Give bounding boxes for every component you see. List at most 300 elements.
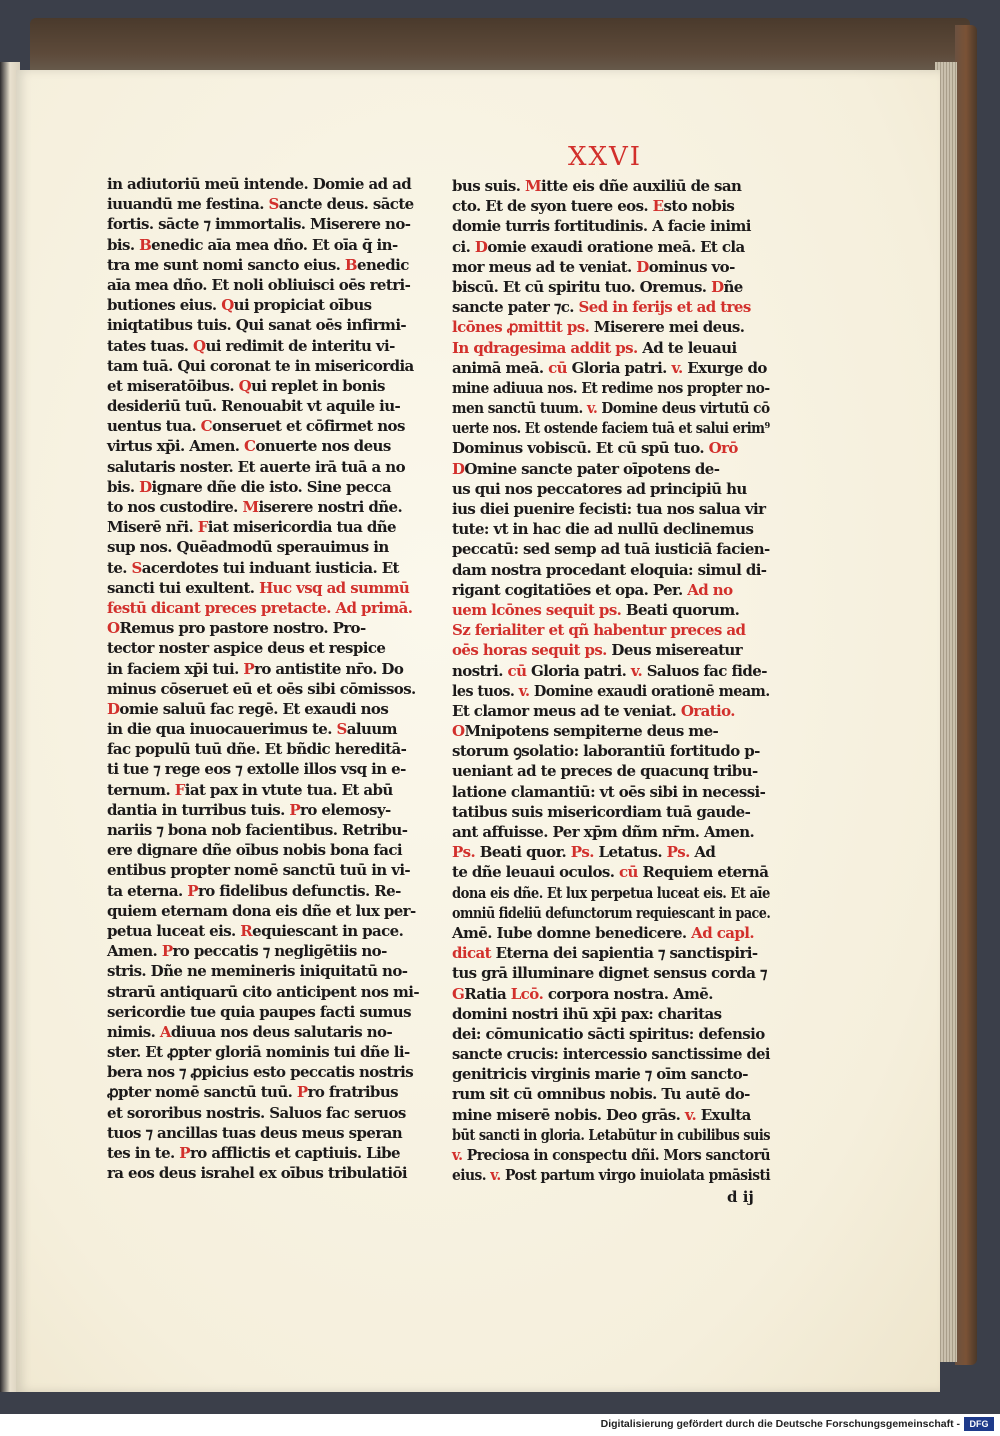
body-text: stris. Dñe ne memineris iniquitatū no-: [107, 962, 408, 981]
body-text: Ad te leuaui: [637, 338, 737, 357]
body-text: sto nobis: [663, 197, 735, 216]
body-text: domie turris fortitudinis. A facie inimi: [452, 217, 751, 236]
body-text: et sororibus nostris. Saluos fac seruos: [107, 1103, 406, 1122]
text-line: [107, 356, 425, 376]
rubric-text: cū: [548, 358, 567, 377]
body-text: domini nostri ihū xp̄i pax: charitas: [452, 1004, 722, 1023]
text-line: [452, 459, 770, 479]
rubric-text: F: [174, 780, 185, 799]
rubric-text: Q: [238, 376, 252, 395]
body-text: enedic aīa mea dño. Et oīa q̄ in-: [151, 235, 398, 254]
body-text: iuuandū me festina.: [107, 195, 269, 214]
rubric-text: E: [652, 197, 664, 216]
text-line: [452, 1105, 770, 1125]
text-line: [452, 640, 770, 660]
body-text: mine adiuua nos. Et redime nos propter no-: [452, 378, 770, 397]
text-line: [107, 1082, 425, 1102]
text-line: [107, 679, 425, 699]
text-line: [452, 721, 770, 741]
rubric-text: D: [636, 257, 649, 276]
text-line: [107, 1103, 425, 1123]
text-line: [452, 1125, 771, 1145]
text-line: [107, 881, 425, 901]
text-line: [107, 558, 425, 578]
body-text: animā meā.: [452, 358, 549, 377]
rubric-text: P: [296, 1083, 308, 1102]
text-line: [452, 620, 770, 640]
rubric-text: P: [179, 1144, 190, 1162]
text-line: [107, 598, 425, 618]
body-text: ta eterna.: [107, 881, 188, 900]
body-text: būt sancti in gloria. Letabūtur in cubilibus suis: [452, 1125, 771, 1144]
body-text: minus cōseruet eū et oēs sibi cōmissos.: [107, 679, 416, 698]
text-line: [107, 1123, 425, 1143]
text-line: [107, 1042, 425, 1062]
body-text: aluum: [346, 720, 397, 739]
text-line: [107, 1022, 425, 1042]
body-text: ancte deus. sācte: [278, 195, 414, 214]
body-text: butiones eius.: [107, 296, 222, 315]
body-text: ro elemosy-: [300, 800, 391, 819]
body-text: dantia in turribus tuis.: [107, 800, 290, 819]
body-text: bus suis.: [452, 177, 525, 195]
text-line: [107, 214, 425, 234]
body-text: genitricis virginis marie ⁊ oīm sancto-: [452, 1065, 748, 1084]
body-text: onseruet et cōfirmet nos: [212, 417, 405, 436]
body-text: ro fidelibus defunctis. Re-: [197, 881, 401, 900]
text-line: [107, 618, 425, 638]
body-text: mor meus ad te veniat.: [452, 257, 637, 276]
text-line: [452, 741, 770, 761]
body-text: ster. Et ꝓpter gloriā nominis tui dñe li-: [107, 1043, 410, 1062]
rubric-text: v.: [452, 1146, 463, 1164]
text-line: [107, 255, 425, 275]
text-line: [107, 537, 425, 557]
text-column-right: [452, 176, 770, 1185]
body-text: ui replet in bonis: [251, 376, 385, 395]
rubric-text: P: [243, 659, 255, 678]
text-line: [452, 842, 770, 862]
body-text: ra eos deus israhel ex oībus tribulatiōi: [107, 1164, 407, 1183]
body-text: uerte nos. Et ostende faciem tuā et salui erim⁹: [452, 419, 770, 438]
text-line: [452, 539, 769, 559]
body-text: te.: [107, 558, 132, 577]
body-text: Dominus vobiscū. Et cū spū tuo.: [452, 439, 709, 458]
text-line: [452, 600, 770, 620]
text-line: [107, 1002, 425, 1022]
body-text: dei: cōmunicatio sācti spiritus: defensio: [452, 1024, 765, 1043]
body-text: Exulta: [696, 1105, 751, 1124]
rubric-text: cū: [618, 863, 638, 882]
rubric-text: R: [240, 921, 253, 940]
text-line: [107, 719, 425, 739]
body-text: et miseratōibus.: [107, 376, 239, 395]
rubric-text: festū dicant preces pretacte. Ad primā.: [107, 598, 413, 617]
book-cover-top: [30, 18, 970, 78]
body-text: to nos custodire.: [107, 498, 243, 516]
rubric-text: B: [139, 235, 152, 254]
body-text: iniqtatibus tuis. Qui sanat oēs infirmi-: [107, 316, 407, 335]
body-text: mine miserē nobis. Deo grās.: [452, 1105, 685, 1124]
text-line: [452, 1165, 771, 1185]
folio-number: XXVI: [568, 142, 643, 172]
rubric-text: Ad no: [687, 580, 733, 599]
text-line: [452, 176, 770, 196]
rubric-text: v.: [671, 358, 683, 377]
body-text: Domine deus virtutū cō: [597, 399, 770, 418]
text-line: [452, 560, 770, 580]
text-line: [107, 961, 425, 981]
body-text: sancte pater ⁊c.: [452, 298, 579, 317]
body-text: ominus vo-: [648, 257, 735, 276]
body-text: men sanctū tuum.: [452, 399, 587, 418]
rubric-text: cū: [507, 661, 527, 680]
rubric-text: uem lcōnes sequit ps.: [452, 600, 622, 619]
text-line: [452, 943, 770, 963]
text-line: [452, 963, 770, 983]
text-line: [107, 1143, 425, 1163]
body-text: ueniant ad te preces de quacunq tribu-: [452, 762, 758, 781]
text-line: [107, 860, 425, 880]
rubric-text: O: [107, 619, 120, 638]
body-text: tuos ⁊ ancillas tuas deus meus speran: [107, 1123, 403, 1142]
rubric-text: G: [452, 984, 465, 1003]
text-line: [107, 436, 425, 456]
text-line: [452, 479, 770, 499]
body-text: Deus misereatur: [606, 641, 743, 660]
body-text: omniū fideliū defunctorum requiescant in pace.: [452, 903, 771, 922]
text-column-left: [107, 174, 425, 1183]
body-text: enedic: [357, 255, 409, 274]
text-line: [107, 800, 425, 820]
body-text: tam tuā. Qui coronat te in misericordia: [107, 356, 414, 375]
body-text: sericordie tue quia paupes facti sumus: [107, 1002, 411, 1021]
body-text: peccatū: sed semp ad tuā iusticiā facien-: [452, 540, 770, 559]
text-line: [107, 517, 425, 537]
body-text: rigant cogitatiōes et opa. Per.: [452, 580, 688, 599]
rubric-text: S: [268, 195, 279, 214]
body-text: entibus propter nomē sanctū tuū in vi-: [107, 861, 411, 880]
body-text: rum sit cū omnibus nobis. Tu autē do-: [452, 1085, 750, 1104]
body-text: nariis ⁊ bona nob facientibus. Retribu-: [107, 821, 408, 839]
text-line: [452, 580, 770, 600]
rubric-text: Lcō.: [510, 984, 544, 1003]
text-line: [452, 358, 770, 378]
text-line: [452, 883, 770, 903]
text-line: [452, 761, 770, 781]
rubric-text: v.: [630, 661, 643, 680]
body-text: tector noster aspice deus et respice: [107, 639, 386, 658]
body-text: ñe: [723, 277, 743, 296]
body-text: ro antistite nr̄o. Do: [254, 659, 404, 678]
body-text: Saluos fac fide-: [642, 661, 767, 680]
body-text: storum ꝯsolatio: laborantiū fortitudo p-: [452, 742, 760, 761]
body-text: bis.: [107, 235, 140, 254]
signature-mark: d ij: [727, 1188, 754, 1206]
body-text: in die qua inuocauerimus te.: [107, 720, 337, 739]
body-text: Miserere mei deus.: [589, 318, 745, 337]
rubric-text: Ad capl.: [691, 923, 754, 942]
rubric-text: D: [452, 459, 465, 478]
body-text: Preciosa in conspectu dñi. Mors sanctorū: [462, 1146, 771, 1164]
body-text: Et clamor meus ad te veniat.: [452, 701, 681, 720]
body-text: tes in te.: [107, 1144, 180, 1162]
rubric-text: B: [344, 255, 358, 274]
rubric-text: M: [242, 498, 259, 516]
rubric-text: P: [289, 800, 301, 819]
text-line: [107, 921, 425, 941]
body-text: Ad: [689, 843, 716, 862]
body-text: diuua nos deus salutaris no-: [170, 1022, 393, 1041]
text-line: [452, 1024, 770, 1044]
dfg-logo: DFG: [964, 1417, 994, 1431]
body-text: fortis. sācte ⁊ immortalis. Miserere no-: [107, 215, 411, 234]
body-text: ui redimit de interitu vi-: [205, 336, 395, 355]
body-text: ternum.: [107, 780, 175, 799]
body-text: ui propiciat oībus: [233, 296, 372, 315]
body-text: virtus xp̄i. Amen.: [107, 437, 244, 456]
body-text: ti tue ⁊ rege eos ⁊ extolle illos vsq in e-: [107, 760, 406, 779]
body-text: onuerte nos deus: [255, 437, 391, 456]
body-text: biscū. Et cū spiritu tuo. Oremus.: [452, 277, 712, 296]
body-text: bis.: [107, 477, 140, 496]
text-line: [107, 416, 425, 436]
text-line: [107, 497, 425, 517]
body-text: omie saluū fac regē. Et exaudi nos: [119, 699, 389, 718]
rubric-text: A: [159, 1022, 171, 1041]
body-text: tus grā illuminare dignet sensus corda ⁊: [452, 964, 767, 983]
body-text: Domine exaudi orationē meam.: [529, 681, 770, 700]
body-text: latione clamantiū: vt oēs sibi in necessi-: [452, 782, 766, 801]
body-text: Letatus.: [593, 843, 667, 862]
rubric-text: D: [474, 237, 488, 256]
text-line: [107, 174, 425, 194]
text-line: [452, 661, 770, 681]
text-line: [107, 941, 425, 961]
text-line: [107, 840, 425, 860]
body-text: ant affuisse. Per xp̄m dñm nr̄m. Amen.: [452, 823, 755, 841]
body-text: tatibus suis misericordiam tuā gaude-: [452, 802, 751, 821]
body-text: Remus pro pastore nostro. Pro-: [119, 619, 366, 638]
text-line: [107, 759, 425, 779]
body-text: dona eis dñe. Et lux perpetua luceat eis. Et aīe: [452, 883, 770, 902]
rubric-text: v.: [490, 1166, 501, 1185]
rubric-text: Sed in ferijs et ad tres: [578, 298, 751, 317]
body-text: uentus tua.: [107, 417, 201, 436]
body-text: sancte crucis: intercessio sanctissime dei: [452, 1045, 770, 1064]
text-line: [452, 862, 770, 882]
rubric-text: dicat: [452, 944, 491, 963]
text-line: [452, 317, 770, 337]
body-text: Eterna dei sapientia ⁊ sanctispiri-: [490, 944, 758, 963]
body-text: in faciem xp̄i tui.: [107, 659, 244, 678]
text-line: [452, 398, 770, 418]
body-text: Miserē nr̄i.: [107, 518, 198, 537]
rubric-text: M: [525, 177, 542, 195]
body-text: tates tuas.: [107, 336, 194, 355]
text-line: [452, 1084, 770, 1104]
body-text: eius.: [452, 1166, 491, 1185]
body-text: aīa mea dño. Et noli obliuisci oēs retri-: [107, 275, 411, 294]
text-line: [107, 699, 425, 719]
book-cover-edge: [955, 25, 977, 1365]
text-line: [107, 578, 425, 598]
body-text: iat pax in vtute tua. Et abū: [184, 780, 393, 799]
rubric-text: v.: [586, 399, 598, 418]
text-line: [107, 315, 425, 335]
body-text: in adiutoriū meū intende. Domie ad ad: [107, 175, 412, 193]
body-text: iserere nostri dñe.: [258, 498, 403, 516]
body-text: Exurge do: [682, 358, 767, 377]
text-line: [452, 782, 770, 802]
body-text: omie exaudi oratione meā. Et cla: [487, 237, 745, 256]
rubric-text: Ps.: [666, 843, 690, 862]
rubric-text: Ps.: [452, 843, 476, 862]
text-line: [107, 820, 425, 840]
rubric-text: In qdragesima addit ps.: [452, 338, 638, 357]
rubric-text: Oratio.: [680, 701, 735, 720]
book-page: [16, 70, 940, 1392]
rubric-text: C: [244, 437, 256, 456]
rubric-text: Huc vsq ad summū: [259, 578, 410, 597]
text-line: [107, 1062, 425, 1082]
body-text: equiescant in pace.: [252, 921, 404, 940]
body-text: te dñe leuaui oculos.: [452, 863, 619, 882]
text-line: [452, 418, 770, 438]
text-line: [452, 297, 770, 317]
body-text: les tuos.: [452, 681, 519, 700]
text-line: [107, 901, 425, 921]
body-text: sancti tui exultent.: [107, 578, 260, 597]
text-line: [107, 376, 425, 396]
rubric-text: D: [711, 277, 724, 296]
text-line: [452, 338, 770, 358]
text-line: [452, 1064, 770, 1084]
body-text: petua luceat eis.: [107, 921, 241, 940]
rubric-text: F: [197, 518, 208, 537]
text-line: [107, 477, 425, 497]
rubric-text: Orō: [708, 439, 738, 458]
body-text: Beati quorum.: [621, 600, 740, 619]
text-line: [107, 194, 425, 214]
body-text: quiem eternam dona eis dñe et lux per-: [107, 901, 416, 920]
body-text: Mnipotens sempiterne deus me-: [464, 722, 719, 741]
text-line: [452, 277, 770, 297]
text-line: [452, 923, 770, 943]
text-line: [452, 681, 770, 701]
rubric-text: v.: [684, 1105, 697, 1124]
text-line: [107, 739, 425, 759]
body-text: fac populū tuū dñe. Et bñdic hereditā-: [107, 740, 407, 759]
rubric-text: oēs horas sequit ps.: [452, 641, 607, 660]
body-text: Amē. Iube domne benedicere.: [452, 923, 692, 942]
funding-credit: Digitalisierung gefördert durch die Deutsche Forschungsgemeinschaft -: [600, 1418, 960, 1430]
rubric-text: P: [161, 942, 173, 961]
body-text: ꝓpter nomē sanctū tuū.: [107, 1083, 297, 1102]
body-text: Ratia: [464, 984, 511, 1003]
text-line: [107, 235, 425, 255]
rubric-text: v.: [518, 681, 530, 700]
text-line: [107, 780, 425, 800]
text-line: [452, 237, 770, 257]
text-line: [452, 196, 770, 216]
body-text: ignare dñe die isto. Sine pecca: [151, 477, 391, 496]
text-line: [107, 1163, 425, 1183]
rubric-text: C: [200, 417, 212, 436]
footer-bar: [0, 1414, 1000, 1436]
body-text: Requiem eternā: [637, 863, 769, 882]
body-text: ere dignare dñe oībus nobis bona faci: [107, 841, 403, 860]
body-text: ci.: [452, 237, 475, 256]
rubric-text: S: [131, 558, 142, 577]
text-line: [452, 438, 770, 458]
text-line: [107, 336, 425, 356]
text-line: [452, 519, 770, 539]
rubric-text: Q: [221, 296, 234, 315]
text-line: [107, 275, 425, 295]
rubric-text: Sz ferialiter et qñ habentur preces ad: [452, 621, 746, 640]
body-text: dam nostra procedant eloquia: simul di-: [452, 560, 767, 579]
text-line: [107, 396, 425, 416]
body-text: Gloria patri.: [526, 661, 631, 680]
text-line: [107, 982, 425, 1002]
body-text: itte eis dñe auxiliū de san: [541, 177, 742, 195]
body-text: desideriū tuū. Renouabit vt aquile iu-: [107, 397, 401, 416]
text-line: [452, 257, 770, 277]
text-line: [107, 457, 425, 477]
body-text: Gloria patri.: [566, 358, 672, 377]
text-line: [107, 295, 425, 315]
rubric-text: Q: [193, 336, 206, 355]
text-line: [452, 1004, 770, 1024]
body-text: Omine sancte pater oīpotens de-: [464, 459, 720, 478]
rubric-text: S: [336, 720, 347, 739]
text-line: [452, 1044, 770, 1064]
body-text: ro peccatis ⁊ negligētiis no-: [172, 942, 387, 961]
rubric-text: D: [139, 477, 152, 496]
body-text: corpora nostra. Amē.: [543, 984, 713, 1003]
rubric-text: O: [452, 722, 465, 741]
body-text: tute: vt in hac die ad nullū declinemus: [452, 520, 754, 539]
body-text: sup nos. Quēadmodū sperauimus in: [107, 538, 389, 557]
text-line: [452, 378, 770, 398]
text-line: [452, 903, 771, 923]
body-text: iat misericordia tua dñe: [207, 518, 396, 537]
body-text: cto. Et de syon tuere eos.: [452, 197, 653, 216]
body-text: strarū antiquarū cito anticipent nos mi-: [107, 982, 419, 1001]
text-line: [452, 216, 770, 236]
text-line: [452, 499, 770, 519]
rubric-text: Ps.: [570, 843, 594, 862]
rubric-text: D: [107, 699, 120, 718]
text-line: [107, 659, 425, 679]
rubric-text: P: [187, 881, 198, 900]
body-text: bera nos ⁊ ꝓpicius esto peccatis nostris: [107, 1063, 414, 1082]
text-line: [452, 802, 770, 822]
body-text: nostri.: [452, 661, 508, 680]
body-text: salutaris noster. Et auerte irā tuā a no: [107, 457, 406, 476]
body-text: us qui nos peccatores ad principiū hu: [452, 479, 747, 498]
text-line: [452, 1145, 771, 1165]
body-text: nimis.: [107, 1022, 160, 1041]
body-text: ro fratribus: [307, 1083, 398, 1102]
text-line: [452, 984, 770, 1004]
body-text: ius diei puenire fecisti: tua nos salua vir: [452, 500, 766, 518]
body-text: Amen.: [107, 942, 162, 961]
body-text: acerdotes tui induant iusticia. Et: [141, 558, 399, 577]
text-line: [452, 822, 770, 842]
text-line: [107, 638, 425, 658]
